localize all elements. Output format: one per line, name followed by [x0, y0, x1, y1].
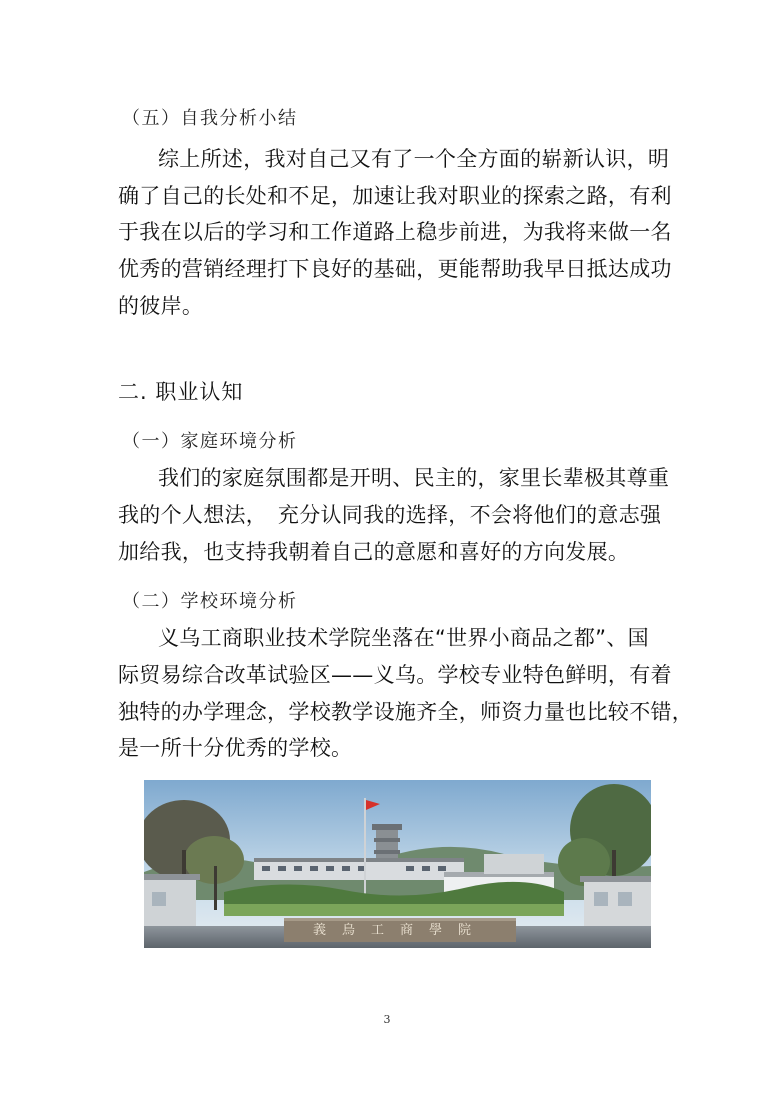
school-line-2: 际贸易综合改革试验区——义乌。学校专业特色鲜明，有着 — [118, 663, 672, 687]
campus-gate-photo — [144, 780, 651, 948]
section-5-line-5: 的彼岸。 — [118, 294, 204, 318]
section-5-line-1: 综上所述，我对自己又有了一个全方面的崭新认识，明 — [158, 147, 670, 171]
family-line-2: 我的个人想法， 充分认同我的选择，不会将他们的意志强 — [118, 503, 662, 527]
family-environment-heading: （一）家庭环境分析 — [122, 431, 298, 452]
section-5-line-3: 于我在以后的学习和工作道路上稳步前进，为我将来做一名 — [118, 220, 672, 244]
gate-sign-text: 義烏工商學院 — [312, 923, 487, 938]
school-environment-heading: （二）学校环境分析 — [122, 591, 298, 612]
family-line-1: 我们的家庭氛围都是开明、民主的，家里长辈极其尊重 — [158, 466, 670, 490]
section-5-line-2: 确了自己的长处和不足，加速让我对职业的探索之路，有利 — [118, 184, 672, 208]
page-number: 3 — [383, 1013, 391, 1026]
school-line-3: 独特的办学理念，学校教学设施齐全，师资力量也比较不错， — [118, 700, 694, 724]
family-line-3: 加给我，也支持我朝着自己的意愿和喜好的方向发展。 — [118, 540, 630, 564]
chapter-2-heading: 二. 职业认知 — [118, 380, 244, 404]
school-line-1: 义乌工商职业技术学院坐落在“世界小商品之都”、国 — [158, 626, 649, 650]
school-line-4: 是一所十分优秀的学校。 — [118, 736, 353, 760]
section-5-heading: （五）自我分析小结 — [122, 108, 298, 129]
section-5-line-4: 优秀的营销经理打下良好的基础，更能帮助我早日抵达成功 — [118, 257, 672, 281]
